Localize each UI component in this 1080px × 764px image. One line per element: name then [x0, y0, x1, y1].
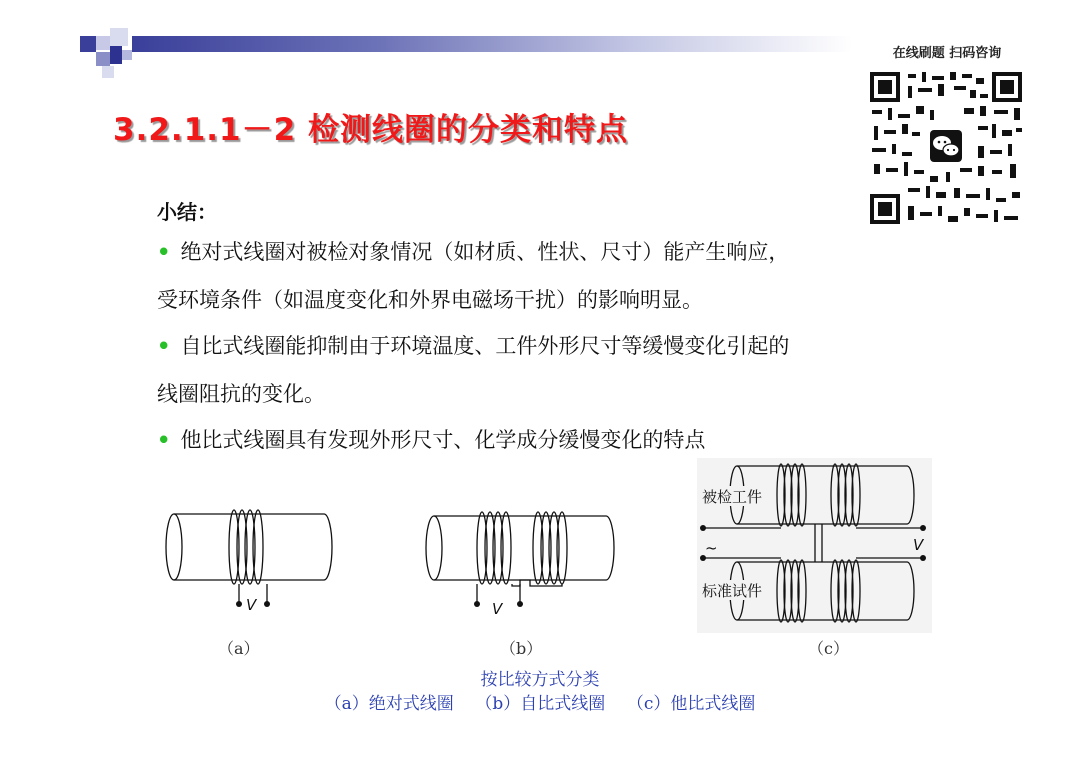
svg-text:~: ~: [705, 539, 718, 557]
qr-label: 在线刷题 扫码咨询: [892, 46, 1002, 61]
svg-text:标准试件: 标准试件: [702, 582, 763, 600]
bullet-dot-icon: •: [157, 334, 171, 358]
wechat-icon: [928, 128, 964, 164]
page-title: 3.2.1.1－2 检测线圈的分类和特点: [113, 112, 628, 148]
bullet-3-line1: • 他比式线圈具有发现外形尺寸、化学成分缓慢变化的特点: [157, 428, 706, 452]
figure-caption-title: 按比较方式分类: [480, 670, 600, 690]
summary-heading: 小结：: [157, 200, 217, 224]
bullet-dot-icon: •: [157, 428, 171, 452]
svg-text:V: V: [913, 536, 924, 554]
figure-b-label: （b）: [500, 639, 543, 658]
figure-c-label: （c）: [808, 639, 849, 658]
header-banner: [132, 36, 852, 52]
svg-text:V: V: [246, 596, 257, 614]
figure-b-self-comparison-coil: [420, 490, 620, 630]
bullet-1-line2: 受环境条件（如温度变化和外界电磁场干扰）的影响明显。: [157, 288, 703, 312]
figure-c-external-comparison-coil: [697, 458, 932, 633]
qr-code-icon[interactable]: [868, 70, 1024, 226]
figure-a-label: （a）: [218, 639, 260, 658]
bullet-1-line1: • 绝对式线圈对被检对象情况（如材质、性状、尺寸）能产生响应，: [157, 240, 790, 264]
bullet-2-line2: 线圈阻抗的变化。: [157, 382, 325, 406]
svg-text:V: V: [492, 600, 503, 618]
bullet-2-line1: • 自比式线圈能抑制由于环境温度、工件外形尺寸等缓慢变化引起的: [157, 334, 790, 358]
figure-a-absolute-coil: [160, 490, 350, 630]
svg-text:被检工件: 被检工件: [702, 488, 763, 506]
bullet-dot-icon: •: [157, 240, 171, 264]
figure-caption-legend: （a）绝对式线圈 （b）自比式线圈 （c）他比式线圈: [324, 694, 756, 714]
